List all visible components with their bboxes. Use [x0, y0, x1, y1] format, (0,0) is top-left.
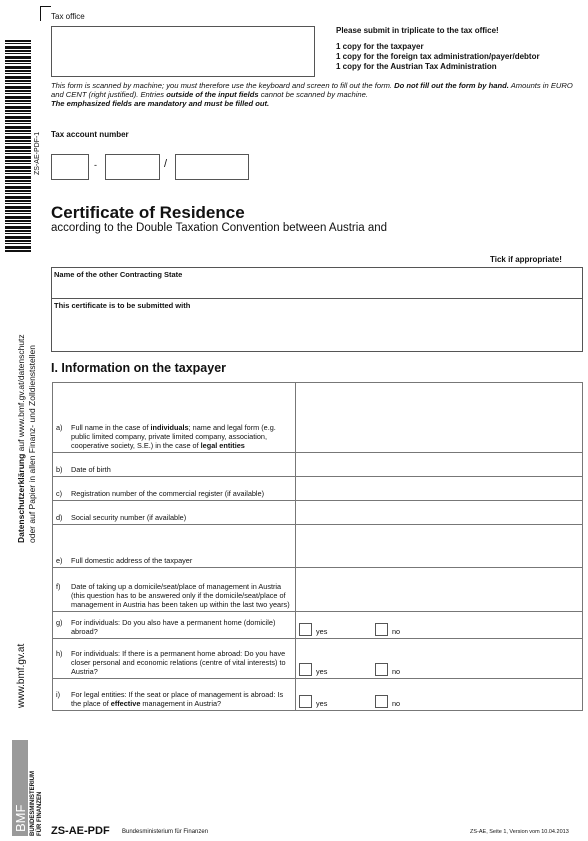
- table-row: [53, 679, 583, 711]
- form-code-vertical: ZS-AE-PDF-1: [34, 131, 41, 175]
- domicile-date-input[interactable]: [296, 568, 583, 612]
- row-label-a: [53, 383, 296, 453]
- tax-account-sep-2: /: [164, 158, 168, 170]
- ministry-line-2: FÜR FINANZEN: [37, 791, 43, 836]
- social-security-input[interactable]: [296, 501, 583, 525]
- row-i-answer: [296, 679, 583, 711]
- no-label: no: [392, 667, 401, 676]
- table-row: [53, 525, 583, 568]
- footer-code: ZS-AE-PDF: [51, 825, 110, 837]
- tax-office-label: Tax office: [51, 12, 85, 21]
- permanent-home-no-checkbox[interactable]: [375, 623, 388, 636]
- privacy-statement: [16, 334, 26, 543]
- row-text: For individuals: If there is a permanent home abroad: Do you have closer personal and economic relations (centre of vital interests) to Austria?: [71, 649, 286, 676]
- mandatory-notice: The emphasized fields are mandatory and must be filled out.: [51, 99, 270, 109]
- row-a-bold-1: individuals: [150, 423, 189, 432]
- tax-account-part-2[interactable]: [105, 154, 160, 180]
- yes-label: yes: [316, 627, 328, 636]
- taxpayer-table: [52, 382, 583, 711]
- row-index: a): [56, 423, 63, 432]
- table-row: [53, 453, 583, 477]
- section-1-title: I. Information on the taxpayer: [51, 361, 227, 375]
- row-label-d: [53, 501, 296, 525]
- row-index: e): [56, 556, 63, 565]
- row-label-e: [53, 525, 296, 568]
- footer-ministry: Bundesministerium für Finanzen: [122, 829, 209, 835]
- tax-account-part-1[interactable]: [51, 154, 89, 180]
- row-label-i: [53, 679, 296, 711]
- barcode: [5, 40, 31, 252]
- tax-account-sep-1: -: [94, 160, 97, 170]
- row-g-answer: [296, 612, 583, 639]
- submitted-with-field[interactable]: [51, 298, 583, 352]
- row-index: f): [56, 582, 61, 591]
- notice-part-2: Do not fill out the form by hand.: [394, 81, 509, 90]
- row-i-bold: effective: [110, 699, 141, 708]
- row-index: i): [56, 690, 61, 699]
- row-label-b: [53, 453, 296, 477]
- row-text: Date of birth: [71, 465, 111, 474]
- row-i-post: management in Austria?: [140, 699, 222, 708]
- submitted-with-label: This certificate is to be submitted with: [54, 301, 191, 310]
- notice-part-4: outside of the input fields: [166, 90, 259, 100]
- row-text: Registration number of the commercial register (if available): [71, 489, 265, 498]
- scan-notice: [51, 81, 586, 109]
- no-label: no: [392, 627, 401, 636]
- corner-mark: [40, 6, 51, 21]
- privacy-bold: Datenschutzerklärung: [16, 453, 26, 543]
- privacy-rest: auf www.bmf.gv.at/datenschutz: [16, 334, 26, 454]
- certificate-subtitle: according to the Double Taxation Convention between Austria and: [51, 222, 388, 234]
- notice-part-3: Amounts in EURO and CENT (right justified). Entries: [51, 81, 573, 100]
- submit-title: Please submit in triplicate to the tax office!: [336, 26, 499, 35]
- permanent-home-yes-checkbox[interactable]: [299, 623, 312, 636]
- row-text: Date of taking up a domicile/seat/place of management in Austria (this question has to be answered only if the domicile/seat/place of management in Austria has been taken up within the last two years): [71, 582, 290, 609]
- row-index: d): [56, 513, 63, 522]
- row-text: For individuals: Do you also have a permanent home (domicile) abroad?: [71, 618, 276, 636]
- table-row: [53, 639, 583, 679]
- copy-taxpayer: 1 copy for the taxpayer: [336, 42, 424, 51]
- certificate-title: Certificate of Residence: [51, 203, 245, 222]
- vital-interests-yes-checkbox[interactable]: [299, 663, 312, 676]
- copy-austrian: 1 copy for the Austrian Tax Administration: [336, 62, 497, 71]
- row-text: [71, 690, 292, 708]
- domestic-address-input[interactable]: [296, 525, 583, 568]
- row-label-h: [53, 639, 296, 679]
- tax-account-label: Tax account number: [51, 130, 129, 139]
- table-row: [53, 612, 583, 639]
- table-row: [53, 501, 583, 525]
- tick-note: Tick if appropriate!: [490, 255, 562, 264]
- row-i-pre: For legal entities: If the seat or place of management is abroad: Is the place of: [71, 690, 284, 708]
- row-index: g): [56, 618, 63, 627]
- no-label: no: [392, 699, 401, 708]
- row-index: c): [56, 489, 63, 498]
- row-text: Social security number (if available): [71, 513, 187, 522]
- website-vertical: www.bmf.gv.at: [16, 643, 27, 708]
- footer-version: ZS-AE, Seite 1, Version vom 10.04.2013: [470, 829, 569, 835]
- register-number-input[interactable]: [296, 477, 583, 501]
- bmf-logo: [12, 740, 28, 836]
- row-a-mid: ; name and legal form (e.g. public limited company, private limited company, association, cooperative society, S.E.) in the case of: [71, 423, 276, 450]
- yes-label: yes: [316, 699, 328, 708]
- other-state-label: Name of the other Contracting State: [54, 270, 183, 279]
- row-a-pre: Full name in the case of: [71, 423, 151, 432]
- row-text: [71, 423, 292, 450]
- submit-instructions: [336, 26, 540, 72]
- row-h-answer: [296, 639, 583, 679]
- effective-management-no-checkbox[interactable]: [375, 695, 388, 708]
- date-of-birth-input[interactable]: [296, 453, 583, 477]
- tax-account-part-3[interactable]: [175, 154, 249, 180]
- row-a-bold-2: legal entities: [200, 441, 245, 450]
- table-row: [53, 383, 583, 453]
- bmf-logo-text: BMF: [13, 804, 28, 832]
- row-index: b): [56, 465, 63, 474]
- vital-interests-no-checkbox[interactable]: [375, 663, 388, 676]
- full-name-input[interactable]: [296, 383, 583, 453]
- row-label-c: [53, 477, 296, 501]
- copy-foreign: 1 copy for the foreign tax administration/payer/debtor: [336, 52, 540, 61]
- tax-office-field[interactable]: [51, 26, 315, 77]
- privacy-line-2: oder auf Papier in allen Finanz- und Zolldienststellen: [27, 345, 37, 543]
- notice-part-5: cannot be scanned by machine.: [258, 90, 368, 100]
- yes-label: yes: [316, 667, 328, 676]
- row-text: Full domestic address of the taxpayer: [71, 556, 193, 565]
- row-label-g: [53, 612, 296, 639]
- row-index: h): [56, 649, 63, 658]
- effective-management-yes-checkbox[interactable]: [299, 695, 312, 708]
- table-row: [53, 477, 583, 501]
- row-label-f: [53, 568, 296, 612]
- ministry-line-1: BUNDESMINISTERIUM: [30, 770, 36, 836]
- notice-part-1: This form is scanned by machine; you must therefore use the keyboard and screen to fill out the form.: [51, 81, 395, 90]
- other-state-field[interactable]: [51, 267, 583, 299]
- table-row: [53, 568, 583, 612]
